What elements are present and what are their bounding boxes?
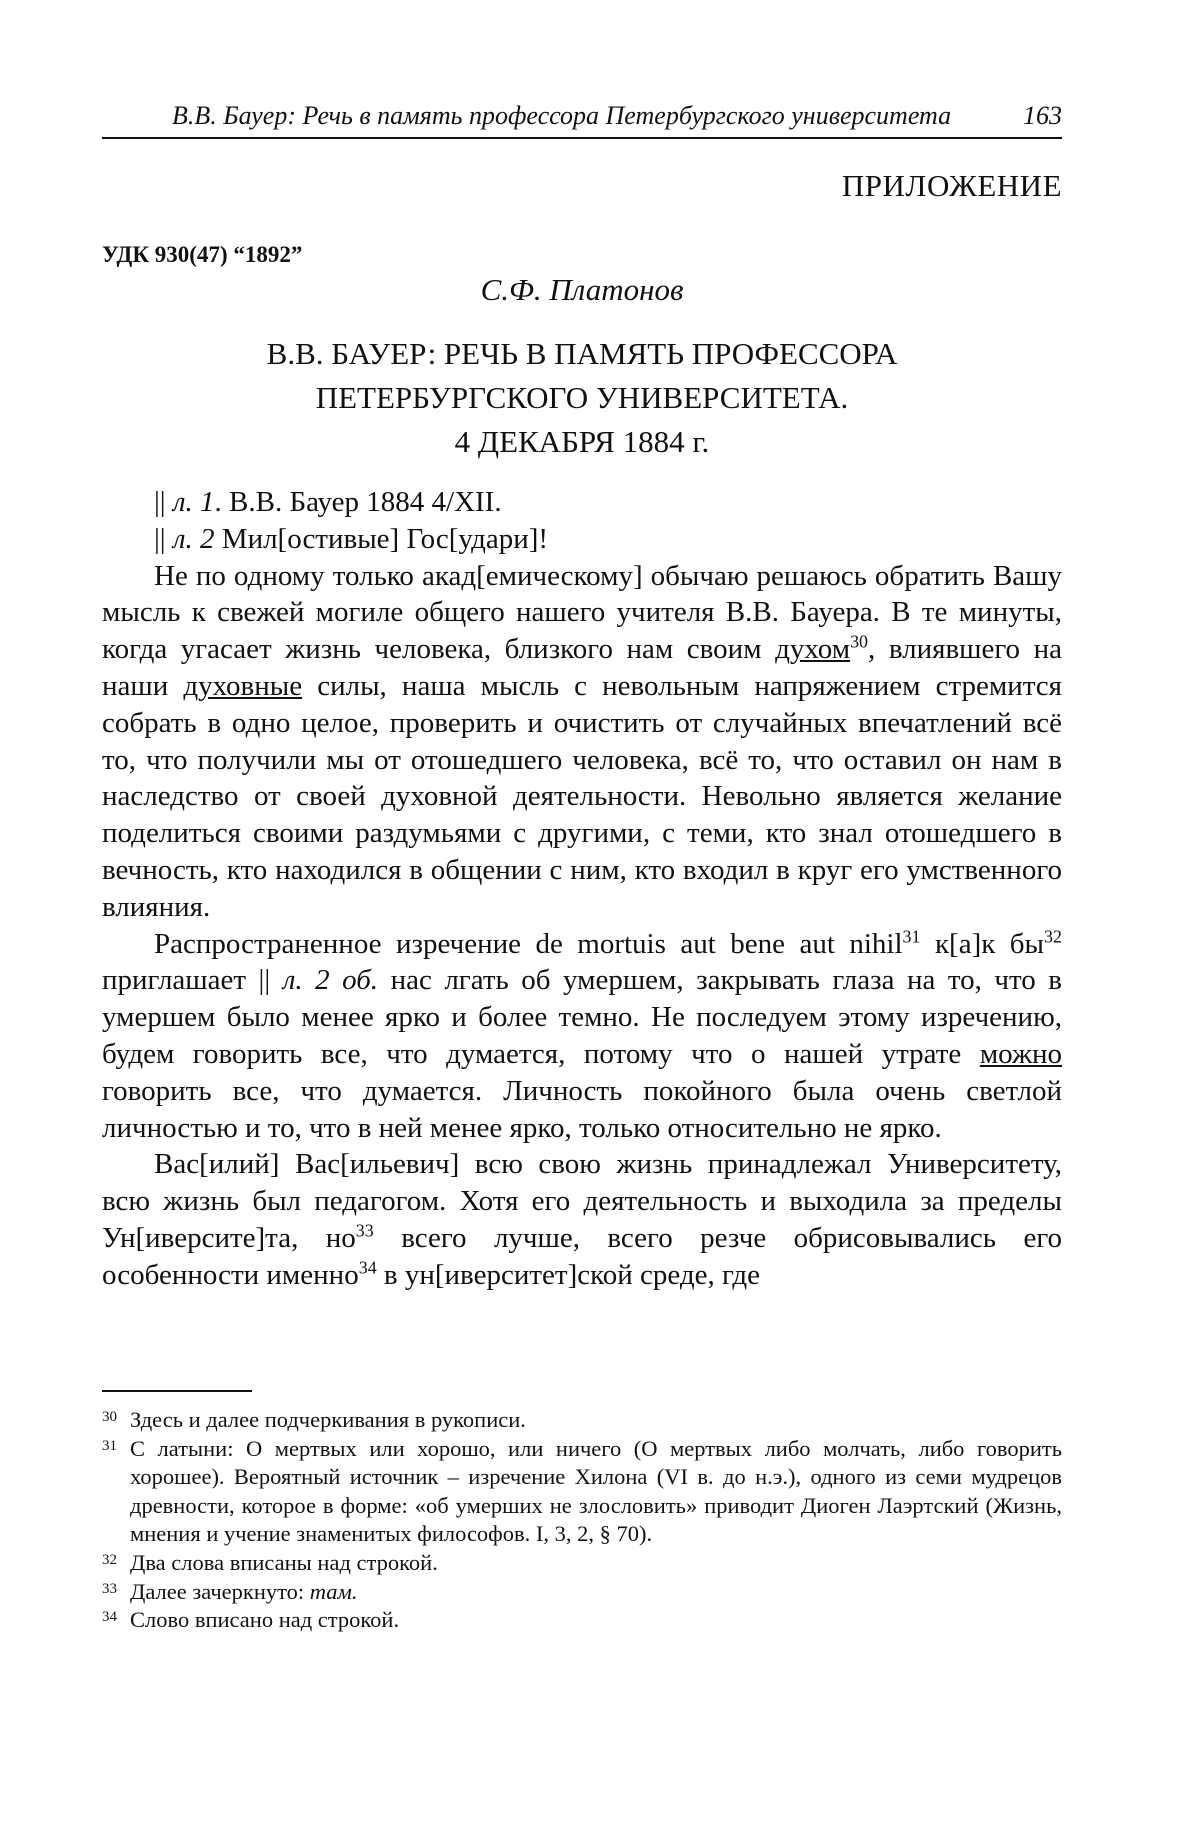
- footnote-rule: [102, 1390, 252, 1392]
- footnote-ref-31[interactable]: 31: [902, 925, 921, 946]
- appendix-label: ПРИЛОЖЕНИЕ: [841, 168, 1062, 203]
- footnote-text: Здесь и далее подчеркивания в рукописи.: [130, 1407, 526, 1432]
- body-text: [102, 484, 1062, 1294]
- footnote-ref-32[interactable]: 32: [1044, 925, 1062, 946]
- footnote-31: [102, 1435, 1062, 1549]
- footnote-32: [102, 1549, 1062, 1578]
- folio-text: . В.В. Бауер 1884 4/XII.: [214, 486, 502, 518]
- running-head-title: В.В. Бауер: Речь в память профессора Петербургского университета: [172, 101, 952, 130]
- text-run: Распространенное изречение de mortuis aut bene aut nihil: [154, 927, 903, 960]
- footnote-text: Слово вписано над строкой.: [130, 1607, 400, 1633]
- footnote-ref-33[interactable]: 33: [355, 1220, 374, 1241]
- text-run: , влиявшего на наши: [102, 633, 1062, 702]
- folio-line-1: [102, 484, 1062, 521]
- page-number: 163: [1023, 101, 1062, 130]
- udk-code: УДК 930(47) “1892”: [102, 242, 303, 267]
- footnote-30: [102, 1406, 1062, 1435]
- paragraph-1: [102, 558, 1062, 926]
- page: [102, 0, 1062, 1842]
- footnote-ref-34[interactable]: 34: [358, 1257, 377, 1278]
- author-name: С.Ф. Платонов: [480, 272, 684, 307]
- underlined-word: духовные: [183, 669, 303, 702]
- title-line-2: ПЕТЕРБУРГСКОГО УНИВЕРСИТЕТА.: [315, 380, 849, 415]
- footnote-number: 34: [102, 1609, 117, 1626]
- footnote-ref-30[interactable]: 30: [850, 631, 869, 652]
- footnote-text: Далее зачеркнуто:: [130, 1578, 310, 1604]
- footnote-number: 32: [102, 1551, 117, 1568]
- folio-ref: л. 2: [172, 522, 215, 555]
- text-run: силы, наша мысль с невольным напряжением стремится собрать в одно целое, проверить и очистить от случайных впечатлений всё то, что получили мы от отошедшего человека, всё то, что оставил он нам в наследство от своей духовной деятельности. Невольно является желание поделиться своими раздумьями с другими, с теми, кто знал отошедшего в вечность, кто находился в общении с ним, кто входил в круг его умственного влияния.: [102, 669, 1062, 923]
- header-rule: [102, 137, 1062, 139]
- text-run: приглашает ||: [102, 964, 283, 997]
- folio-text: Мил[остивые] Гос[удари]!: [214, 522, 549, 555]
- footnote-33: [102, 1578, 1062, 1607]
- text-run: к[а]к бы: [920, 927, 1045, 960]
- footnote-34: [102, 1606, 1062, 1635]
- running-head: [102, 96, 1062, 136]
- article-title: [102, 332, 1062, 464]
- folio-mark: ||: [154, 486, 173, 518]
- underlined-word: можно: [979, 1037, 1062, 1070]
- text-run: Не по одному только акад[емическому] обычаю решаюсь обратить Вашу мысль к свежей могиле общего нашего учителя В.В. Бауера. В те минуты, когда угасает жизнь человека, близкого нам своим: [102, 559, 1062, 666]
- footnote-number: 33: [102, 1580, 117, 1597]
- underlined-word: духом: [775, 633, 851, 666]
- text-run: всего лучше, всего резче обрисовывались его особенности именно: [102, 1221, 1063, 1291]
- text-run: в ун[иверситет]ской среде, где: [376, 1258, 761, 1291]
- folio-ref: л. 2 об.: [282, 964, 379, 997]
- folio-ref: л. 1: [172, 486, 215, 518]
- paragraph-3: [102, 1146, 1062, 1293]
- paragraph-2: [102, 926, 1062, 1147]
- text-run: Вас[илий] Вас[ильевич] всю свою жизнь принадлежал Университету, всю жизнь был педагогом. Хотя его деятельность и выходила за пределы Ун[иверсите]та, но: [102, 1148, 1062, 1254]
- text-run: нас лгать об умершем, закрывать глаза на то, что в умершем было менее ярко и более темно. Не последуем этому изречению, будем говорить все, что думается, потому что о нашей утрате: [102, 964, 1063, 1070]
- folio-line-2: [102, 521, 1062, 558]
- title-line-1: В.В. БАУЕР: РЕЧЬ В ПАМЯТЬ ПРОФЕССОРА: [266, 336, 898, 371]
- title-line-3: 4 ДЕКАБРЯ 1884 г.: [454, 424, 710, 459]
- footnote-italic-word: там.: [309, 1578, 358, 1604]
- folio-mark: ||: [154, 522, 173, 555]
- text-run: говорить все, что думается. Личность покойного была очень светлой личностью и то, что в ней менее ярко, только относительно не ярко.: [102, 1074, 1062, 1144]
- footnotes: [102, 1406, 1062, 1635]
- footnote-text: С латыни: О мертвых или хорошо, или ничего (О мертвых либо молчать, либо говорить хорошее). Вероятный источник – изречение Хилона (VI в. до н.э.), одного из семи мудрецов древности, которое в форме: «об умерших не злословить» приводит Диоген Лаэртский (Жизнь, мнения и учение знаменитых философов. I, 3, 2, § 70).: [130, 1435, 1062, 1547]
- footnote-text: Два слова вписаны над строкой.: [130, 1549, 438, 1575]
- footnote-number: 30: [102, 1409, 117, 1425]
- footnote-number: 31: [102, 1437, 117, 1454]
